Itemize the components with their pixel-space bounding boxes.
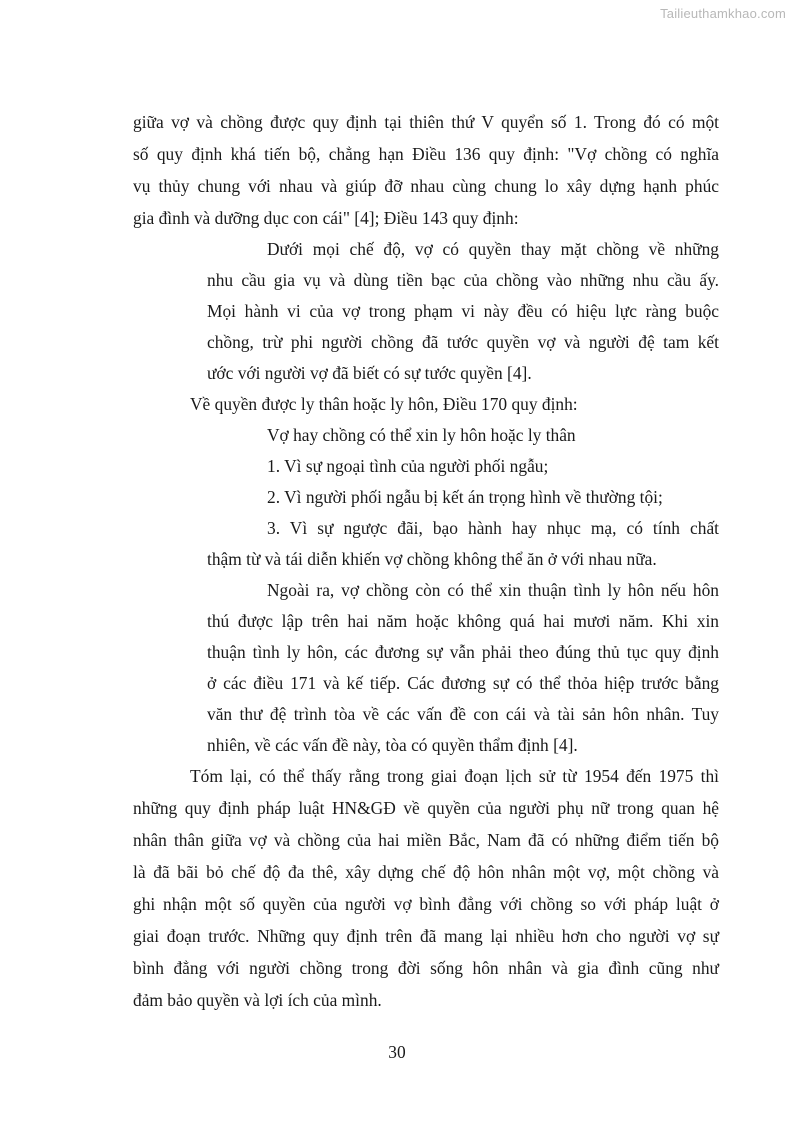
text-line: thú được lập trên hai năm hoặc không quá hai mươi năm. Khi xin [207, 611, 719, 631]
text-line: thậm từ và tái diễn khiến vợ chồng không thể ăn ở với nhau nữa. [207, 549, 657, 569]
text-line: giai đoạn trước. Những quy định trên đã mang lại nhiều hơn cho người vợ sự [133, 926, 719, 946]
text-line: ước với người vợ đã biết có sự tước quyền [4]. [207, 363, 532, 383]
text-line: ghi nhận một số quyền của người vợ bình đẳng với chồng so với pháp luật ở [133, 894, 719, 914]
text-line: những quy định pháp luật HN&GĐ về quyền của người phụ nữ trong quan hệ [133, 798, 719, 818]
text-line: bình đẳng với người chồng trong đời sống hôn nhân và gia đình cũng như [133, 958, 719, 978]
text-line: là đã bãi bỏ chế độ đa thê, xây dựng chế độ hôn nhân một vợ, một chồng và [133, 862, 719, 882]
text-line: Mọi hành vi của vợ trong phạm vi này đều có hiệu lực ràng buộc [207, 301, 719, 321]
text-line: thuận tình ly hôn, các đương sự vẫn phải theo đúng thủ tục quy định [207, 642, 719, 662]
text-line: đảm bảo quyền và lợi ích của mình. [133, 990, 382, 1010]
text-line: Về quyền được ly thân hoặc ly hôn, Điều 170 quy định: [190, 394, 578, 414]
text-line: giữa vợ và chồng được quy định tại thiên thứ V quyển số 1. Trong đó có một [133, 112, 719, 132]
text-line: vụ thủy chung với nhau và giúp đỡ nhau cùng chung lo xây dựng hạnh phúc [133, 176, 719, 196]
text-line: nhu cầu gia vụ và dùng tiền bạc của chồng vào những nhu cầu ấy. [207, 270, 719, 290]
text-line: ở các điều 171 và kế tiếp. Các đương sự có thể thỏa hiệp trước bằng [207, 673, 719, 693]
text-line: Tóm lại, có thể thấy rằng trong giai đoạn lịch sử từ 1954 đến 1975 thì [190, 766, 719, 786]
text-line: chồng, trừ phi người chồng đã tước quyền vợ và người đệ tam kết [207, 332, 719, 352]
text-line: nhân thân giữa vợ và chồng của hai miền Bắc, Nam đã có những điểm tiến bộ [133, 830, 719, 850]
list-item: 1. Vì sự ngoại tình của người phối ngẫu; [267, 456, 549, 476]
text-line: Vợ hay chồng có thể xin ly hôn hoặc ly thân [267, 425, 576, 445]
text-line: gia đình và dưỡng dục con cái" [4]; Điều 143 quy định: [133, 208, 519, 228]
text-line: số quy định khá tiến bộ, chẳng hạn Điều 136 quy định: "Vợ chồng có nghĩa [133, 144, 719, 164]
page-number: 30 [388, 1042, 406, 1062]
watermark: Tailieuthamkhao.com [660, 6, 786, 21]
list-item: 3. Vì sự ngược đãi, bạo hành hay nhục mạ, có tính chất [267, 518, 719, 538]
text-line: Dưới mọi chế độ, vợ có quyền thay mặt chồng về những [267, 239, 719, 259]
list-item: 2. Vì người phối ngẫu bị kết án trọng hình về thường tội; [267, 487, 663, 507]
text-line: nhiên, về các vấn đề này, tòa có quyền thẩm định [4]. [207, 735, 578, 755]
text-line: văn thư đệ trình tòa về các vấn đề con cái và tài sản hôn nhân. Tuy [207, 704, 719, 724]
text-line: Ngoài ra, vợ chồng còn có thể xin thuận tình ly hôn nếu hôn [267, 580, 719, 600]
